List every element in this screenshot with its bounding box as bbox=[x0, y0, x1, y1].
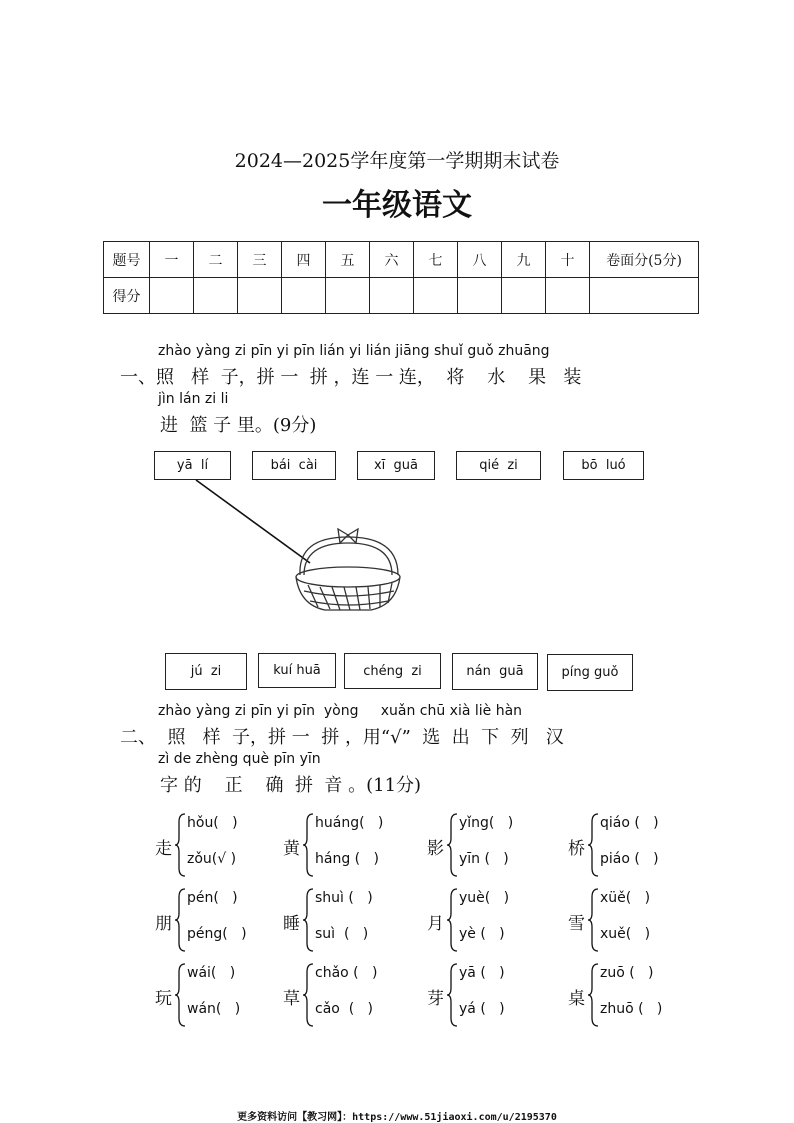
section2-instruction-2: 字 的 正 确 拼 音 。(11分) bbox=[160, 775, 422, 796]
choice-option[interactable]: hǒu( ) bbox=[187, 815, 238, 831]
score-input-cell[interactable] bbox=[326, 278, 370, 314]
section2-pinyin-1: zhào yàng zi pīn yi pīn yòng xuǎn chū xià liè hàn bbox=[158, 703, 523, 719]
pinyin-choice-item bbox=[568, 887, 718, 957]
score-cell: 十 bbox=[546, 242, 590, 278]
choice-character: 黄 bbox=[283, 839, 300, 859]
score-input-cell[interactable] bbox=[590, 278, 699, 314]
brace-icon bbox=[303, 962, 315, 1028]
fruit-box-top[interactable]: bō luó bbox=[563, 451, 644, 480]
brace-icon bbox=[303, 887, 315, 953]
brace-icon bbox=[588, 962, 600, 1028]
score-cell: 四 bbox=[282, 242, 326, 278]
brace-icon bbox=[175, 812, 187, 878]
section2-pinyin-2: zì de zhèng què pīn yīn bbox=[158, 751, 321, 767]
score-input-cell[interactable] bbox=[502, 278, 546, 314]
score-table bbox=[103, 241, 699, 314]
choice-option[interactable]: zǒu(√ ) bbox=[187, 851, 237, 867]
choice-option[interactable]: yā ( ) bbox=[459, 965, 505, 981]
choice-option[interactable]: yá ( ) bbox=[459, 1001, 505, 1017]
exam-title: 一年级语文 bbox=[322, 188, 472, 223]
choice-character: 走 bbox=[155, 839, 172, 859]
score-cell: 七 bbox=[414, 242, 458, 278]
choice-option[interactable]: yuè( ) bbox=[459, 890, 510, 906]
fruit-box-bottom[interactable]: jú zi bbox=[165, 653, 247, 690]
score-cell: 卷面分(5分) bbox=[590, 242, 699, 278]
fruit-box-top[interactable]: xī guā bbox=[357, 451, 435, 480]
brace-icon bbox=[303, 812, 315, 878]
brace-icon bbox=[175, 962, 187, 1028]
choice-character: 雪 bbox=[568, 914, 585, 934]
fruit-box-bottom[interactable]: kuí huā bbox=[258, 653, 336, 688]
score-input-cell[interactable] bbox=[546, 278, 590, 314]
footer-text: 更多资料访问【教习网】：https://www.51jiaoxi.com/u/2195370 bbox=[237, 1112, 557, 1123]
choice-character: 玩 bbox=[155, 989, 172, 1009]
choice-character: 桥 bbox=[568, 839, 585, 859]
choice-option[interactable]: zhuō ( ) bbox=[600, 1001, 663, 1017]
pinyin-choice-item bbox=[427, 962, 577, 1032]
score-cell: 九 bbox=[502, 242, 546, 278]
score-cell: 题号 bbox=[104, 242, 150, 278]
section1-instruction-1: 一、照 样 子，拼 一 拼 ，连 一 连， 将 水 果 装 bbox=[120, 367, 582, 388]
choice-character: 朋 bbox=[155, 914, 172, 934]
score-input-cell[interactable] bbox=[370, 278, 414, 314]
choice-option[interactable]: háng ( ) bbox=[315, 851, 379, 867]
choice-character: 桌 bbox=[568, 989, 585, 1009]
choice-option[interactable]: chǎo ( ) bbox=[315, 965, 378, 981]
score-input-cell[interactable] bbox=[414, 278, 458, 314]
pinyin-choice-item bbox=[283, 887, 433, 957]
score-input-cell[interactable] bbox=[282, 278, 326, 314]
choice-option[interactable]: péng( ) bbox=[187, 926, 247, 942]
exam-subtitle: 2024—2025学年度第一学期期末试卷 bbox=[234, 150, 560, 172]
pinyin-choice-item bbox=[568, 812, 718, 882]
fruit-box-bottom[interactable]: chéng zi bbox=[344, 653, 441, 689]
score-input-cell[interactable] bbox=[238, 278, 282, 314]
pinyin-choice-item bbox=[427, 887, 577, 957]
score-table-score-row bbox=[104, 278, 699, 314]
section1-instruction-2: 进 篮 子 里。(9分) bbox=[160, 415, 317, 436]
score-input-cell[interactable] bbox=[458, 278, 502, 314]
choice-option[interactable]: zuō ( ) bbox=[600, 965, 654, 981]
brace-icon bbox=[588, 887, 600, 953]
pinyin-choice-item bbox=[283, 812, 433, 882]
score-table-header-row bbox=[104, 242, 699, 278]
score-cell: 五 bbox=[326, 242, 370, 278]
score-cell: 八 bbox=[458, 242, 502, 278]
score-input-cell[interactable] bbox=[150, 278, 194, 314]
section1-pinyin-2: jìn lán zi li bbox=[158, 391, 229, 407]
score-input-cell[interactable] bbox=[194, 278, 238, 314]
choice-option[interactable]: wán( ) bbox=[187, 1001, 241, 1017]
fruit-box-top[interactable]: bái cài bbox=[252, 451, 336, 480]
choice-character: 芽 bbox=[427, 989, 444, 1009]
brace-icon bbox=[588, 812, 600, 878]
pinyin-choice-item bbox=[283, 962, 433, 1032]
connection-line bbox=[196, 480, 310, 563]
pinyin-choice-item bbox=[568, 962, 718, 1032]
fruit-box-bottom[interactable]: nán guā bbox=[452, 653, 538, 690]
choice-option[interactable]: suì ( ) bbox=[315, 926, 369, 942]
choice-option[interactable]: wái( ) bbox=[187, 965, 236, 981]
choice-character: 月 bbox=[427, 914, 444, 934]
section2-instruction-1: 二、 照 样 子，拼 一 拼 ，用“√” 选 出 下 列 汉 bbox=[120, 727, 564, 748]
brace-icon bbox=[175, 887, 187, 953]
section1-pinyin-1: zhào yàng zi pīn yi pīn lián yi lián jiāng shuǐ guǒ zhuāng bbox=[158, 343, 550, 359]
choice-character: 睡 bbox=[283, 914, 300, 934]
score-row-label: 得分 bbox=[104, 278, 150, 314]
brace-icon bbox=[447, 962, 459, 1028]
basket-illustration bbox=[180, 475, 420, 620]
choice-option[interactable]: qiáo ( ) bbox=[600, 815, 659, 831]
score-cell: 六 bbox=[370, 242, 414, 278]
choice-option[interactable]: huáng( ) bbox=[315, 815, 384, 831]
choice-option[interactable]: yè ( ) bbox=[459, 926, 505, 942]
score-cell: 一 bbox=[150, 242, 194, 278]
score-cell: 二 bbox=[194, 242, 238, 278]
choice-option[interactable]: xüě( ) bbox=[600, 890, 651, 906]
choice-character: 草 bbox=[283, 989, 300, 1009]
fruit-box-top[interactable]: yā lí bbox=[154, 451, 231, 480]
fruit-box-top[interactable]: qié zi bbox=[456, 451, 541, 480]
brace-icon bbox=[447, 887, 459, 953]
choice-option[interactable]: piáo ( ) bbox=[600, 851, 659, 867]
score-cell: 三 bbox=[238, 242, 282, 278]
choice-option[interactable]: yīn ( ) bbox=[459, 851, 509, 867]
choice-character: 影 bbox=[427, 839, 444, 859]
choice-option[interactable]: yǐng( ) bbox=[459, 815, 514, 831]
fruit-box-bottom[interactable]: píng guǒ bbox=[547, 654, 633, 691]
choice-option[interactable]: pén( ) bbox=[187, 890, 238, 906]
brace-icon bbox=[447, 812, 459, 878]
pinyin-choice-item bbox=[427, 812, 577, 882]
choice-option[interactable]: cǎo ( ) bbox=[315, 1001, 374, 1017]
basket-icon bbox=[296, 529, 400, 610]
choice-option[interactable]: shuì ( ) bbox=[315, 890, 373, 906]
choice-option[interactable]: xuě( ) bbox=[600, 926, 651, 942]
